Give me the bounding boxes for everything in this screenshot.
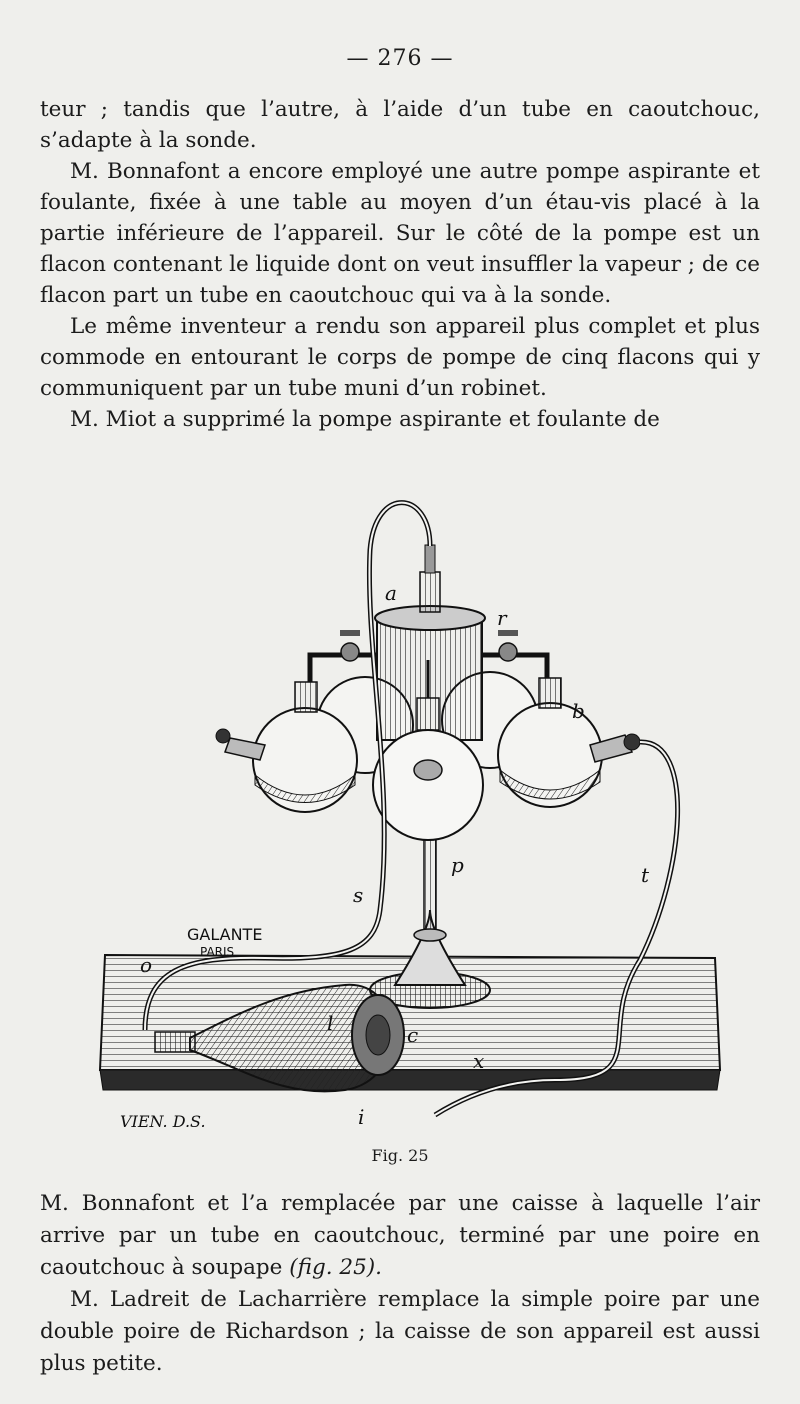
paragraph-five-flasks: Le même inventeur a rendu son appareil plus complet et plus commode en entourant le corps de pompe de cinq flacons qui y communiquent par un tube muni d’un robinet. [40, 314, 760, 401]
paragraph-caisse-text: M. Bonnafont et l’a remplacée par une caisse à laquelle l’air arrive par un tube en caoutchouc, terminé par une poire en caoutchouc à soupape [40, 1191, 760, 1280]
paragraph-lacharriere: M. Ladreit de Lacharrière remplace la simple poire par une double poire de Richardson ; la caisse de son appareil est aussi plus petite. [40, 1287, 760, 1376]
label-l: l [327, 1011, 334, 1035]
label-t: t [641, 863, 650, 887]
label-o: o [140, 953, 153, 977]
paragraph-continued: teur ; tandis que l’autre, à l’aide d’un tube en caoutchouc, s’adapte à la sonde. [40, 97, 760, 153]
label-p: p [451, 853, 464, 877]
label-r: r [497, 606, 507, 630]
label-i: i [358, 1105, 365, 1129]
page-number: — 276 — [346, 46, 454, 71]
label-x: x [473, 1049, 485, 1073]
label-b: b [572, 699, 585, 723]
text-block-bottom [40, 1188, 760, 1380]
paragraph-miot: M. Miot a supprimé la pompe aspirante et foulante de [70, 407, 660, 432]
engraver-signature: VIEN. D.S. [120, 1112, 206, 1131]
paragraph-caisse [40, 1188, 760, 1284]
figure-reference: (fig. 25). [289, 1255, 382, 1280]
text-block-top [40, 94, 760, 435]
label-c: c [407, 1023, 419, 1047]
paragraph-bonnafont-pump: M. Bonnafont a encore employé une autre pompe aspirante et foulante, fixée à une table au moyen d’un étau-vis placé à la partie inférieure de l’appareil. Sur le côté de la pompe est un flacon contenant le liquide dont on veut insuffler la vapeur ; de ce flacon part un tube en caoutchouc qui va à la sonde. [40, 159, 760, 308]
label-s: s [353, 883, 364, 907]
maker-name: GALANTE [187, 925, 263, 944]
maker-city: PARIS [200, 945, 235, 959]
figure-apparatus-illustration [95, 490, 735, 1150]
figure-caption: Fig. 25 [371, 1146, 429, 1165]
label-a: a [385, 581, 397, 605]
